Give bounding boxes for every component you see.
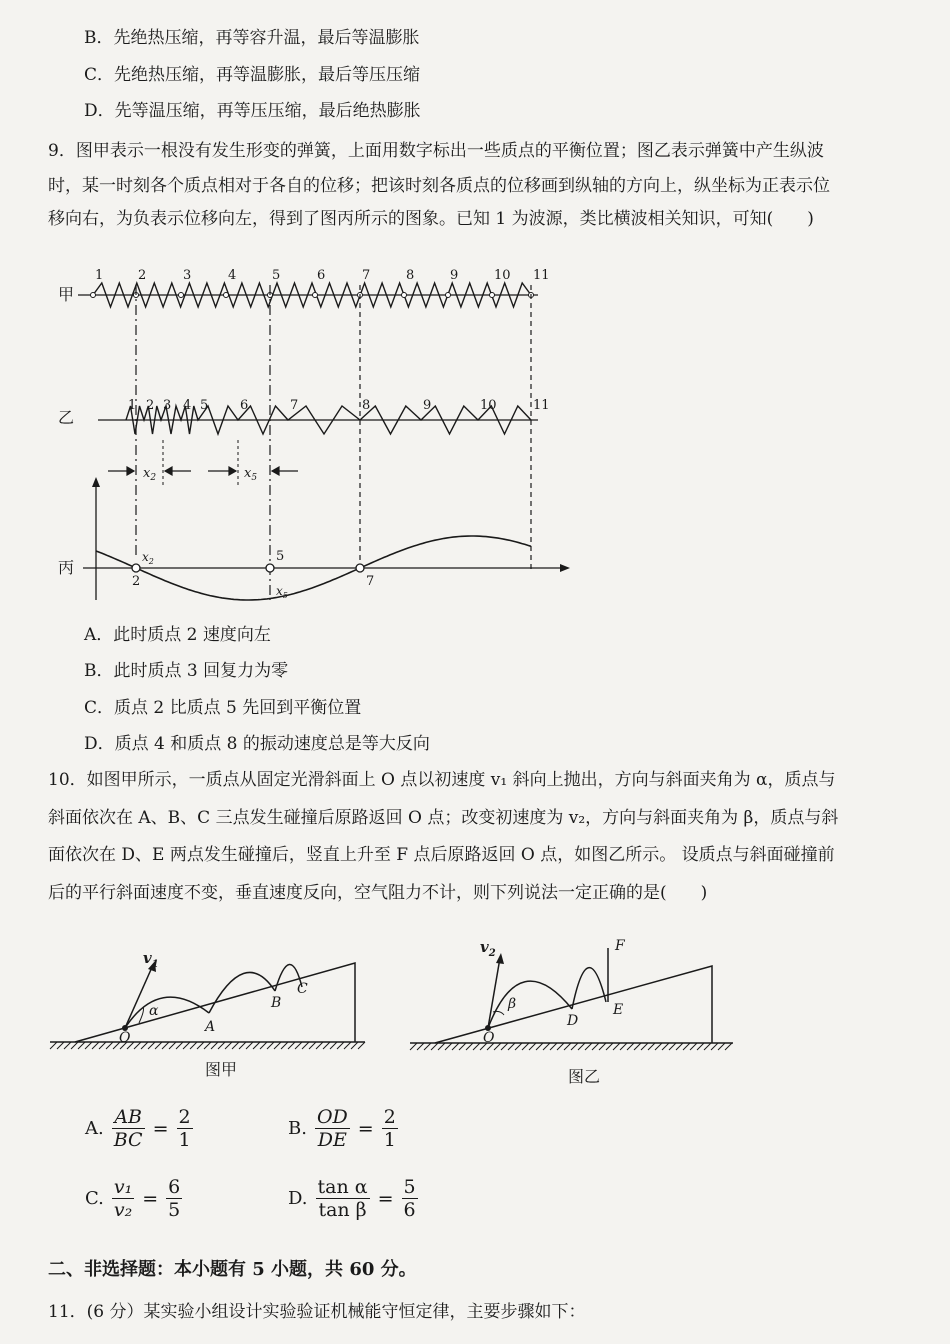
ground-hatch (274, 1042, 281, 1049)
ground-hatch (141, 1042, 148, 1049)
spring-yi-point-label: 7 (290, 398, 299, 413)
q10-option-a: A. $\frac{AB}{BC}$ = $\frac{2}{1}$ (85, 1106, 191, 1151)
q9-spring-figure (48, 255, 588, 615)
svg-text:D: D (567, 1013, 579, 1029)
ground-hatch (169, 1042, 176, 1049)
ground-hatch (64, 1042, 71, 1049)
ground-hatch (351, 1042, 358, 1049)
ground-hatch (424, 1043, 431, 1050)
ground-hatch (148, 1042, 155, 1049)
ground-hatch (431, 1043, 438, 1050)
ground-hatch (592, 1043, 599, 1050)
spring-yi-point-label: 8 (362, 398, 371, 413)
ground-hatch (99, 1042, 106, 1049)
spring-jia-point-label: 1 (95, 268, 104, 283)
ground-hatch (260, 1042, 267, 1049)
svg-text:α: α (149, 1003, 159, 1019)
ground-hatch (218, 1042, 225, 1049)
svg-text:x5: $x_5$ (244, 466, 258, 483)
svg-text:x2: $x_2$ (143, 466, 157, 483)
ground-hatch (71, 1042, 78, 1049)
svg-text:β: β (508, 996, 517, 1012)
svg-text:B: B (271, 995, 282, 1011)
ground-hatch (330, 1042, 337, 1049)
svg-text:x5: $x_5$ (276, 584, 288, 600)
svg-text:5: 5 (276, 549, 285, 564)
ground-hatch (337, 1042, 344, 1049)
ground-hatch (134, 1042, 141, 1049)
spring-jia-point-label: 10 (494, 268, 511, 283)
ground-hatch (578, 1043, 585, 1050)
svg-text:2: 2 (132, 574, 141, 589)
svg-text:C: C (297, 981, 308, 997)
ground-hatch (246, 1042, 253, 1049)
ground-hatch (676, 1043, 683, 1050)
svg-text:x2: $x_2$ (142, 550, 154, 566)
ground-hatch (155, 1042, 162, 1049)
label-jia: 甲 (58, 285, 75, 304)
ground-hatch (176, 1042, 183, 1049)
ground-hatch (725, 1043, 732, 1050)
ground-hatch (473, 1043, 480, 1050)
spring-jia-point-label: 2 (138, 268, 147, 283)
spring-jia-point (313, 293, 318, 298)
section-2-header: 二、非选择题：本小题有 5 小题，共 60 分。 (48, 1259, 417, 1280)
spring-yi-point-label: 6 (240, 398, 249, 413)
ground-hatch (704, 1043, 711, 1050)
ground-hatch (358, 1042, 365, 1049)
ground-hatch (690, 1043, 697, 1050)
spring-yi-point-label: 10 (480, 398, 497, 413)
svg-text:O: O (119, 1030, 131, 1046)
ground-hatch (92, 1042, 99, 1049)
ground-hatch (183, 1042, 190, 1049)
q10-option-d: D. $\frac{\text{tan α}}{\text{tan β}}$ = $\frac{5}{6}$ (288, 1176, 416, 1221)
spring-yi-point-label: 11 (533, 398, 550, 413)
spring-jia-point (224, 293, 229, 298)
ground-hatch (648, 1043, 655, 1050)
caption-jia: 图甲 (205, 1060, 238, 1079)
ground-hatch (606, 1043, 613, 1050)
ground-hatch (466, 1043, 473, 1050)
svg-text:F: F (615, 938, 625, 954)
ground-hatch (711, 1043, 718, 1050)
ground-hatch (323, 1042, 330, 1049)
ground-hatch (522, 1043, 529, 1050)
ground-hatch (508, 1043, 515, 1050)
q9-stem-line2: 时，某一时刻各个质点相对于各自的位移；把该时刻各质点的位移画到纵轴的方向上，纵坐标为正表示位 (48, 176, 830, 196)
ground-hatch (288, 1042, 295, 1049)
q10-figure-yi (405, 930, 745, 1090)
ground-hatch (253, 1042, 260, 1049)
ground-hatch (232, 1042, 239, 1049)
label-bing: 丙 (58, 558, 75, 577)
ground-hatch (316, 1042, 323, 1049)
spring-yi-point-label: 4 (183, 398, 192, 413)
ground-hatch (445, 1043, 452, 1050)
ground-hatch (344, 1042, 351, 1049)
ground-hatch (162, 1042, 169, 1049)
ground-hatch (501, 1043, 508, 1050)
ground-hatch (438, 1043, 445, 1050)
spring-yi-point-label: 1 (128, 398, 137, 413)
ground-hatch (571, 1043, 578, 1050)
q9-option-c: C．质点 2 比质点 5 先回到平衡位置 (84, 698, 362, 718)
svg-text:A: A (205, 1019, 216, 1035)
spring-yi-point-label: 3 (163, 398, 172, 413)
spring-jia-point (91, 293, 96, 298)
spring-jia-point-label: 9 (450, 268, 459, 283)
ground-hatch (662, 1043, 669, 1050)
ground-hatch (78, 1042, 85, 1049)
ground-hatch (309, 1042, 316, 1049)
svg-text:E: E (613, 1002, 624, 1018)
spring-jia-point-label: 11 (533, 268, 550, 283)
spring-jia-point-label: 4 (228, 268, 237, 283)
ground-hatch (267, 1042, 274, 1049)
spring-jia-point (402, 293, 407, 298)
ground-hatch (599, 1043, 606, 1050)
spring-jia-point-label: 8 (406, 268, 415, 283)
q9-stem-line3: 移向右，为负表示位移向左，得到了图丙所示的图象。已知 1 为波源，类比横波相关知识，可知( ) (48, 209, 814, 229)
q10-figure-jia (45, 935, 385, 1085)
q9-option-a: A．此时质点 2 速度向左 (84, 625, 271, 645)
ground-hatch (57, 1042, 64, 1049)
svg-text:v1: $v_1$ (143, 949, 159, 970)
q11-stem: 11．(6 分）某实验小组设计实验验证机械能守恒定律，主要步骤如下： (48, 1302, 586, 1322)
ground-hatch (50, 1042, 57, 1049)
spring-jia-point (446, 293, 451, 298)
ground-hatch (417, 1043, 424, 1050)
ground-hatch (529, 1043, 536, 1050)
ground-hatch (239, 1042, 246, 1049)
ground-hatch (641, 1043, 648, 1050)
ground-hatch (190, 1042, 197, 1049)
ground-hatch (613, 1043, 620, 1050)
ground-hatch (697, 1043, 704, 1050)
label-yi: 乙 (58, 408, 75, 427)
q8-option-d: D．先等温压缩，再等压压缩，最后绝热膨胀 (84, 101, 421, 121)
q8-option-c: C．先绝热压缩，再等温膨胀，最后等压压缩 (84, 65, 421, 85)
ground-hatch (543, 1043, 550, 1050)
q9-option-b: B．此时质点 3 回复力为零 (84, 661, 289, 681)
ground-hatch (557, 1043, 564, 1050)
ground-hatch (281, 1042, 288, 1049)
ground-hatch (655, 1043, 662, 1050)
ground-hatch (85, 1042, 92, 1049)
q10-option-c: C. $\frac{\text{v₁}}{\text{v₂}}$ = $\frac{6}{5}$ (85, 1176, 181, 1221)
ground-hatch (494, 1043, 501, 1050)
spring-yi-point-label: 9 (423, 398, 432, 413)
spring-yi-point-label: 5 (200, 398, 209, 413)
ground-hatch (585, 1043, 592, 1050)
spring-jia-point-label: 5 (272, 268, 281, 283)
q10-stem-line2: 斜面依次在 A、B、C 三点发生碰撞后原路返回 O 点；改变初速度为 v₂，方向与斜面夹角为 β，质点与斜 (48, 808, 839, 828)
ground-hatch (669, 1043, 676, 1050)
spring-yi-point-label: 2 (146, 398, 155, 413)
ground-hatch (452, 1043, 459, 1050)
ground-hatch (620, 1043, 627, 1050)
ground-hatch (410, 1043, 417, 1050)
ground-hatch (225, 1042, 232, 1049)
ground-hatch (564, 1043, 571, 1050)
ground-hatch (536, 1043, 543, 1050)
spring-jia-point (179, 293, 184, 298)
caption-yi: 图乙 (568, 1067, 601, 1086)
ground-hatch (634, 1043, 641, 1050)
q10-stem-line4: 后的平行斜面速度不变，垂直速度反向，空气阻力不计，则下列说法一定正确的是( ) (48, 883, 708, 903)
ground-hatch (197, 1042, 204, 1049)
ground-hatch (718, 1043, 725, 1050)
spring-jia-point-label: 7 (362, 268, 371, 283)
ground-hatch (459, 1043, 466, 1050)
svg-text:v2: $v_2$ (480, 938, 496, 959)
q8-option-b: B．先绝热压缩，再等容升温，最后等温膨胀 (84, 28, 420, 48)
ground-hatch (106, 1042, 113, 1049)
q10-option-b: B. $\frac{OD}{DE}$ = $\frac{2}{1}$ (288, 1106, 396, 1151)
svg-text:7: 7 (366, 574, 375, 589)
ground-hatch (515, 1043, 522, 1050)
spring-jia-point-label: 3 (183, 268, 192, 283)
ground-hatch (204, 1042, 211, 1049)
spring-jia-point (490, 293, 495, 298)
ground-hatch (683, 1043, 690, 1050)
ground-hatch (627, 1043, 634, 1050)
svg-text:O: O (483, 1030, 495, 1046)
ground-hatch (302, 1042, 309, 1049)
q9-stem-line1: 9．图甲表示一根没有发生形变的弹簧，上面用数字标出一些质点的平衡位置；图乙表示弹簧中产生纵波 (48, 141, 824, 161)
ground-hatch (295, 1042, 302, 1049)
q9-option-d: D．质点 4 和质点 8 的振动速度总是等大反向 (84, 734, 430, 754)
spring-jia-point-label: 6 (317, 268, 326, 283)
ground-hatch (550, 1043, 557, 1050)
q10-stem-line3: 面依次在 D、E 两点发生碰撞后，竖直上升至 F 点后原路返回 O 点，如图乙所示。 设质点与斜面碰撞前 (48, 845, 835, 865)
ground-hatch (211, 1042, 218, 1049)
q10-stem-line1: 10．如图甲所示，一质点从固定光滑斜面上 O 点以初速度 v₁ 斜向上抛出，方向与斜面夹角为 α，质点与 (48, 770, 836, 790)
